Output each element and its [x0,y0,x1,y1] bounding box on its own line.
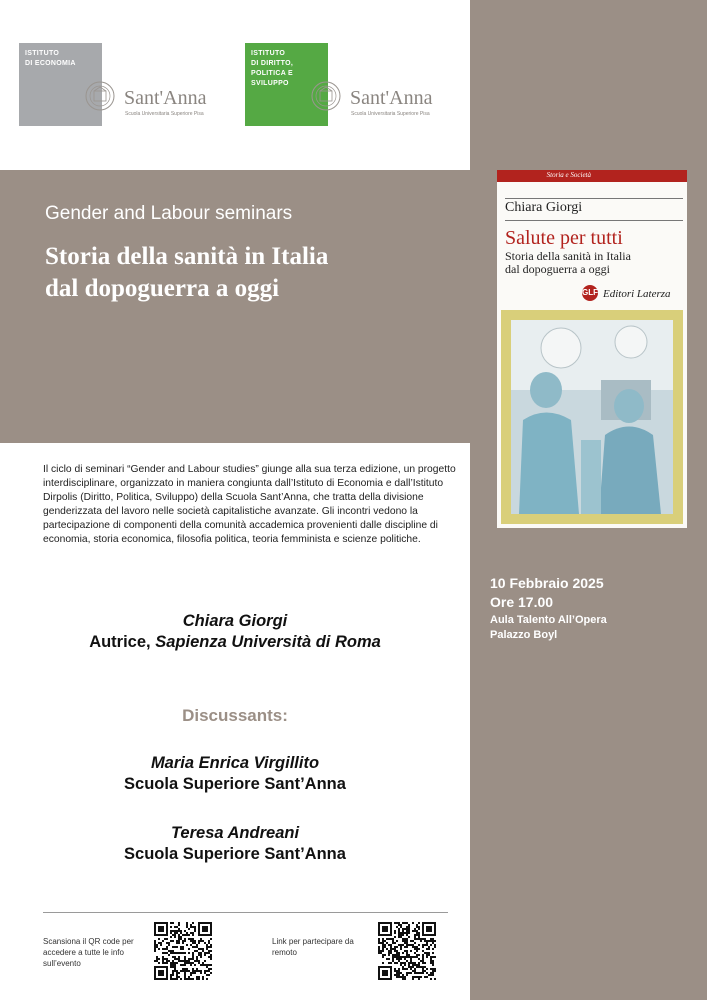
book-rule [505,198,683,199]
emblem-icon [311,81,341,111]
event-time: Ore 17.00 [490,594,554,610]
logo-brand: Sant'Anna [350,87,433,109]
book-series-bar [497,170,687,182]
discussant-name-text: Teresa Andreani [170,824,300,842]
discussant-name [0,823,470,844]
speaker-role: Autrice, [89,633,156,651]
book-subtitle: Storia della sanità in Italia dal dopoguerra a oggi [505,249,631,276]
surgeons-cover-photo [501,310,683,524]
logo-brand-sub: Scuola Universitaria Superiore Pisa [125,111,204,117]
book-cover [497,170,687,528]
book-author: Chiara Giorgi [505,200,583,215]
book-rule [505,220,683,221]
emblem-icon [85,81,115,111]
qr-code-event-info[interactable] [154,922,212,980]
book-publisher: Editori Laterza [603,288,671,300]
discussant-affiliation: Scuola Superiore Sant’Anna [124,775,346,793]
event-date: 10 Febbraio 2025 [490,575,604,591]
event-building: Palazzo Boyl [490,629,558,641]
speaker-role-line [0,632,470,653]
qr-left-caption: Scansiona il QR code per accedere a tutte le info sull’evento [43,937,134,968]
logo-box-text: ISTITUTO DI ECONOMIA [25,50,76,67]
description-paragraph: Il ciclo di seminari “Gender and Labour studies” giunge alla sua terza edizione, un progetto interdisciplinare, organizzato in maniera congiunta dall’Istituto di Economia e dall’Istituto Dirpolis (Diritto, Politica, Sviluppo) della Scuola Sant’Anna, che tratta della divisione genderizzata del lavoro nelle società capitalistiche avanzate. Gli incontri vedono la partecipazione di componenti della comunità accademica provenienti dalle discipline di economia, storia economica, filosofia politica, teoria femminista e scienze politiche. [43,464,456,545]
footer-divider [43,912,448,913]
event-room: Aula Talento All’Opera [490,614,607,626]
qr-code-remote-link[interactable] [378,922,436,980]
book-series: Storia e Società [546,171,591,179]
speaker-affiliation: Sapienza Università di Roma [155,633,381,651]
logo-istituto-dirpolis [245,43,455,126]
speaker-name: Chiara Giorgi [182,612,288,630]
logo-box-text: ISTITUTO DI DIRITTO, POLITICA E SVILUPPO [251,50,294,87]
discussant-name [0,753,470,774]
logo-brand: Sant'Anna [124,87,207,109]
qr-right-caption: Link per partecipare da remoto [272,937,354,957]
discussants-label: Discussants: [182,706,288,725]
logo-istituto-economia [19,43,229,126]
speaker-name-line [0,611,470,632]
logo-brand-sub: Scuola Universitaria Superiore Pisa [351,111,430,117]
book-title: Salute per tutti [505,227,623,249]
series-title: Gender and Labour seminars [45,203,293,224]
discussant-affiliation: Scuola Superiore Sant’Anna [124,845,346,863]
seminar-title: Storia della sanità in Italia dal dopoguerra a oggi [45,243,329,302]
discussant-name-text: Maria Enrica Virgillito [150,754,320,772]
publisher-logo-icon: GLF [582,285,598,301]
